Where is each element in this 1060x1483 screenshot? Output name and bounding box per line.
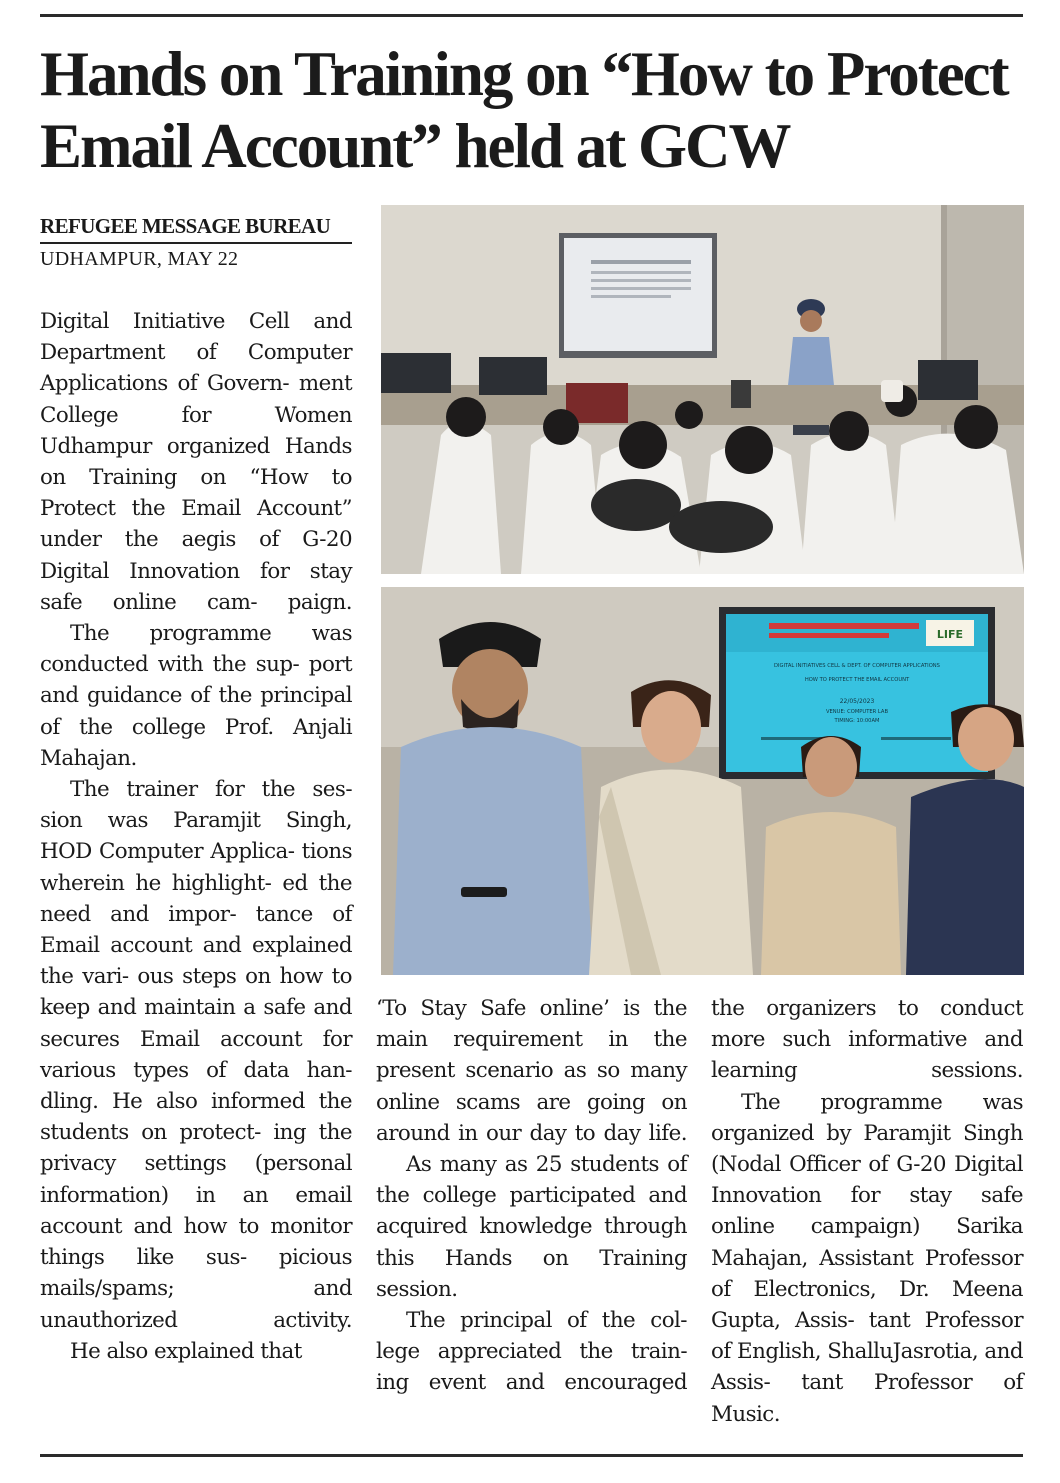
paragraph-text: As many as 25 students of the college participated and acquired knowledge through this Hands on Training session. (376, 1152, 687, 1302)
slide-line-1: DIGITAL INITIATIVES CELL & DEPT. OF COMPUTER APPLICATIONS (774, 663, 940, 669)
paragraph: ‘To Stay Safe online’ is the main requirement in the present scenario as so many online scams are going on around in our day to day life. (376, 996, 687, 1146)
paragraph (40, 1336, 352, 1367)
slide-line-3: 22/05/2023 (839, 698, 875, 705)
paragraph-text: The programme was conducted with the sup- port and guidance of the principal of the college Prof. Anjali Mahajan. (40, 621, 352, 771)
headline-line-2: Email Account” held at GCW (40, 111, 790, 181)
faculty-group-photo (381, 587, 1024, 975)
headline-line-1: Hands on Training on “How to Protect (40, 39, 1008, 109)
article-column-1 (40, 306, 352, 1367)
paragraph (711, 1087, 1023, 1430)
paragraph: Digital Initiative Cell and Department of Computer Applications of Govern- ment College for Women Udhampur organized Hands on Training on “How to Protect the Email Account” under the aegis of G-20 Digital Innovation for stay safe online cam- paign. (40, 309, 352, 615)
article-column-3 (711, 993, 1023, 1430)
top-rule (40, 14, 1023, 17)
paragraph (40, 774, 352, 1336)
paragraph: the organizers to conduct more such informative and learning sessions. (711, 996, 1023, 1084)
headline (40, 38, 1023, 182)
classroom-photo (381, 205, 1024, 574)
paragraph (376, 1149, 687, 1305)
paragraph-text: The trainer for the ses- sion was Paramjit Singh, HOD Computer Applica- tions wherein he highlight- ed the need and impor- tance of Email account and explained the vari- ous steps on how to keep and maintain a safe and secures Email account for various types of data han- dling. He also informed the students on protect- ing the privacy settings (personal information) in an email account and how to monitor things like sus- picious mails/spams; and unauthorized activity. (40, 777, 352, 1333)
dateline: UDHAMPUR, MAY 22 (40, 248, 239, 270)
byline: REFUGEE MESSAGE BUREAU (40, 214, 352, 244)
article-column-2 (376, 993, 687, 1399)
paragraph (40, 618, 352, 774)
paragraph-text: The principal of the col- lege appreciated the train- ing event and encouraged (376, 1308, 687, 1396)
bottom-rule (40, 1454, 1023, 1457)
slide-logo-text: LIFE (936, 628, 964, 641)
slide-line-2: HOW TO PROTECT THE EMAIL ACCOUNT (804, 677, 910, 683)
slide-line-4: VENUE: COMPUTER LAB (825, 709, 889, 715)
paragraph-text: He also explained that (70, 1338, 302, 1364)
paragraph-text: The programme was organized by Paramjit Singh (Nodal Officer of G-20 Digital Innovation for stay safe online campaign) Sarika Mahajan, Assistant Professor of Electronics, Dr. Meena Gupta, Assis- tant Professor of English, ShalluJasrotia, and Assis- tant Professor of Music. (711, 1089, 1023, 1427)
paragraph (376, 1305, 687, 1399)
slide-line-5: TIMING: 10:00AM (834, 718, 880, 724)
